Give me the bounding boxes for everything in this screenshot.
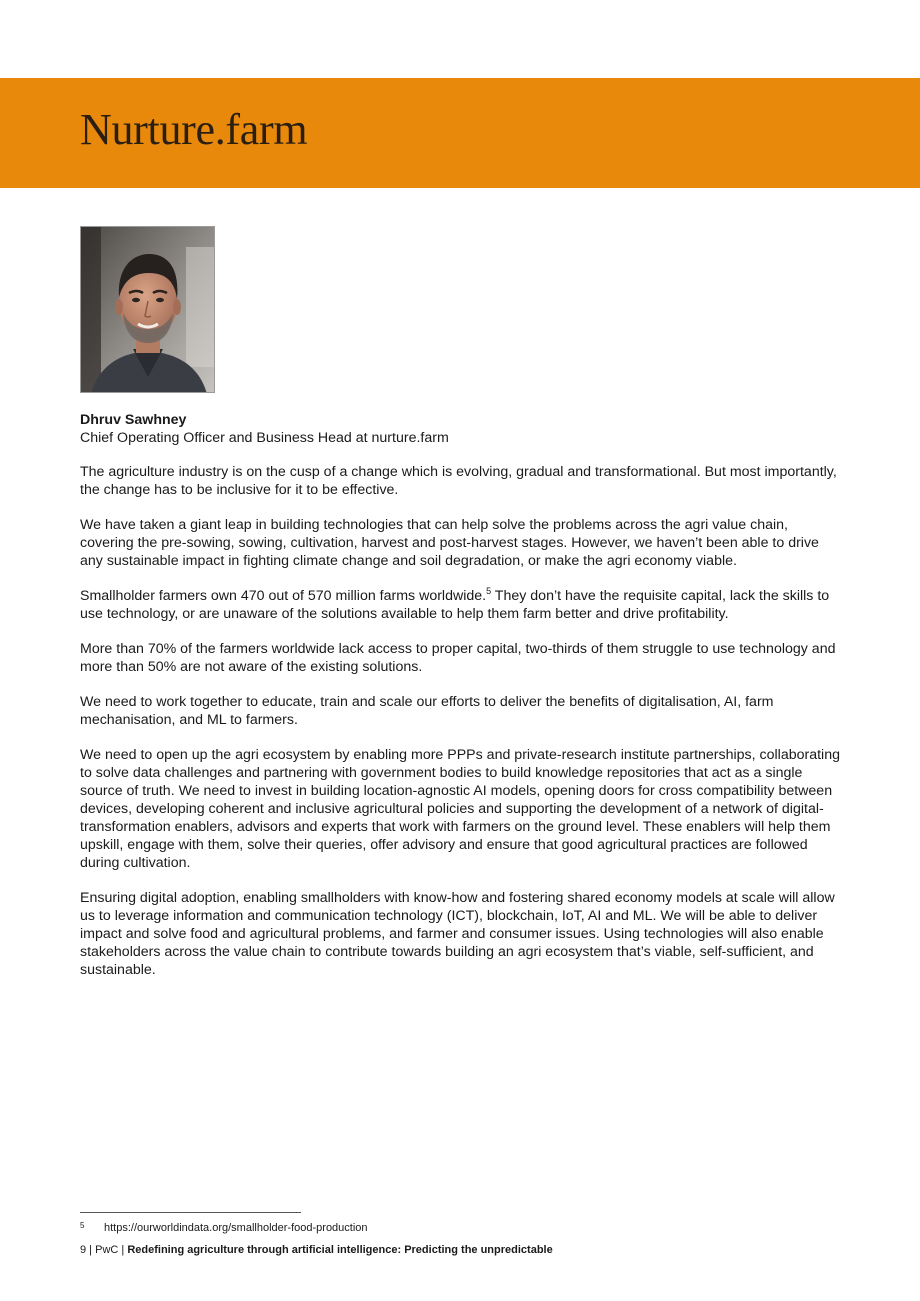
author-role: Chief Operating Officer and Business Head at nurture.farm: [80, 430, 449, 446]
page-number: 9: [80, 1244, 87, 1256]
paragraph: Ensuring digital adoption, enabling smallholders with know-how and fostering shared economy models at scale will allow us to leverage information and communication technology (ICT), blockchain, IoT, AI and ML. We will be able to deliver impact and solve food and agricultural problems, and farmer and consumer issues. Using technologies will also enable stakeholders across the value chain to contribute towards building an agri ecosystem that’s viable, self-sufficient, and sustainable.: [80, 890, 835, 978]
footnote-number: 5: [80, 1221, 85, 1230]
paragraph: We have taken a giant leap in building technologies that can help solve the problems across the agri value chain, covering the pre-sowing, sowing, cultivation, harvest and post-harvest stages. However, we haven’t been able to drive any sustainable impact in fighting climate change and soil degradation, or make the agri economy viable.: [80, 517, 819, 569]
author-photo: [80, 226, 215, 393]
author-name: Dhruv Sawhney: [80, 412, 187, 428]
page-footer: [80, 1243, 553, 1257]
footer-document-title: Redefining agriculture through artificial intelligence: Predicting the unpredictable: [127, 1244, 553, 1256]
footer-org: PwC: [95, 1244, 119, 1256]
title-banner: [0, 78, 920, 188]
paragraph: More than 70% of the farmers worldwide lack access to proper capital, two-thirds of them struggle to use technology and more than 50% are not aware of the existing solutions.: [80, 641, 836, 675]
footnote-link[interactable]: https://ourworldindata.org/smallholder-food-production: [104, 1222, 368, 1234]
footer-separator: |: [118, 1244, 128, 1256]
article-body: [80, 411, 844, 996]
footnote-divider: [80, 1212, 301, 1213]
footer-separator: |: [86, 1244, 96, 1256]
paragraph: The agriculture industry is on the cusp of a change which is evolving, gradual and transformational. But most importantly, the change has to be inclusive for it to be effective.: [80, 464, 837, 498]
footnote-reference: 5: [486, 586, 492, 596]
paragraph-text: They don’t have the requisite capital, lack the skills to use technology, or are unaware of the solutions available to help them farm better and drive profitability.: [80, 588, 830, 622]
footnote: [80, 1219, 368, 1235]
paragraph: We need to open up the agri ecosystem by enabling more PPPs and private-research institute partnerships, collaborating to solve data challenges and partnering with government bodies to build knowledge repositories that act as a single source of truth. We need to invest in building location-agnostic AI models, opening doors for cross compatibility between devices, developing coherent and inclusive agricultural policies and supporting the development of a network of digital-transformation enablers, advisors and experts that work with farmers on the ground level. These enablers will help them upskill, engage with them, solve their queries, offer advisory and ensure that good agricultural practices are followed during cultivation.: [80, 747, 840, 871]
page-title: Nurture.farm: [80, 105, 308, 154]
paragraph-text: Smallholder farmers own 470 out of 570 million farms worldwide.: [80, 588, 487, 604]
paragraph-smallholders: [80, 587, 844, 623]
paragraph: We need to work together to educate, train and scale our efforts to deliver the benefits of digitalisation, AI, farm mechanisation, and ML to farmers.: [80, 694, 774, 728]
